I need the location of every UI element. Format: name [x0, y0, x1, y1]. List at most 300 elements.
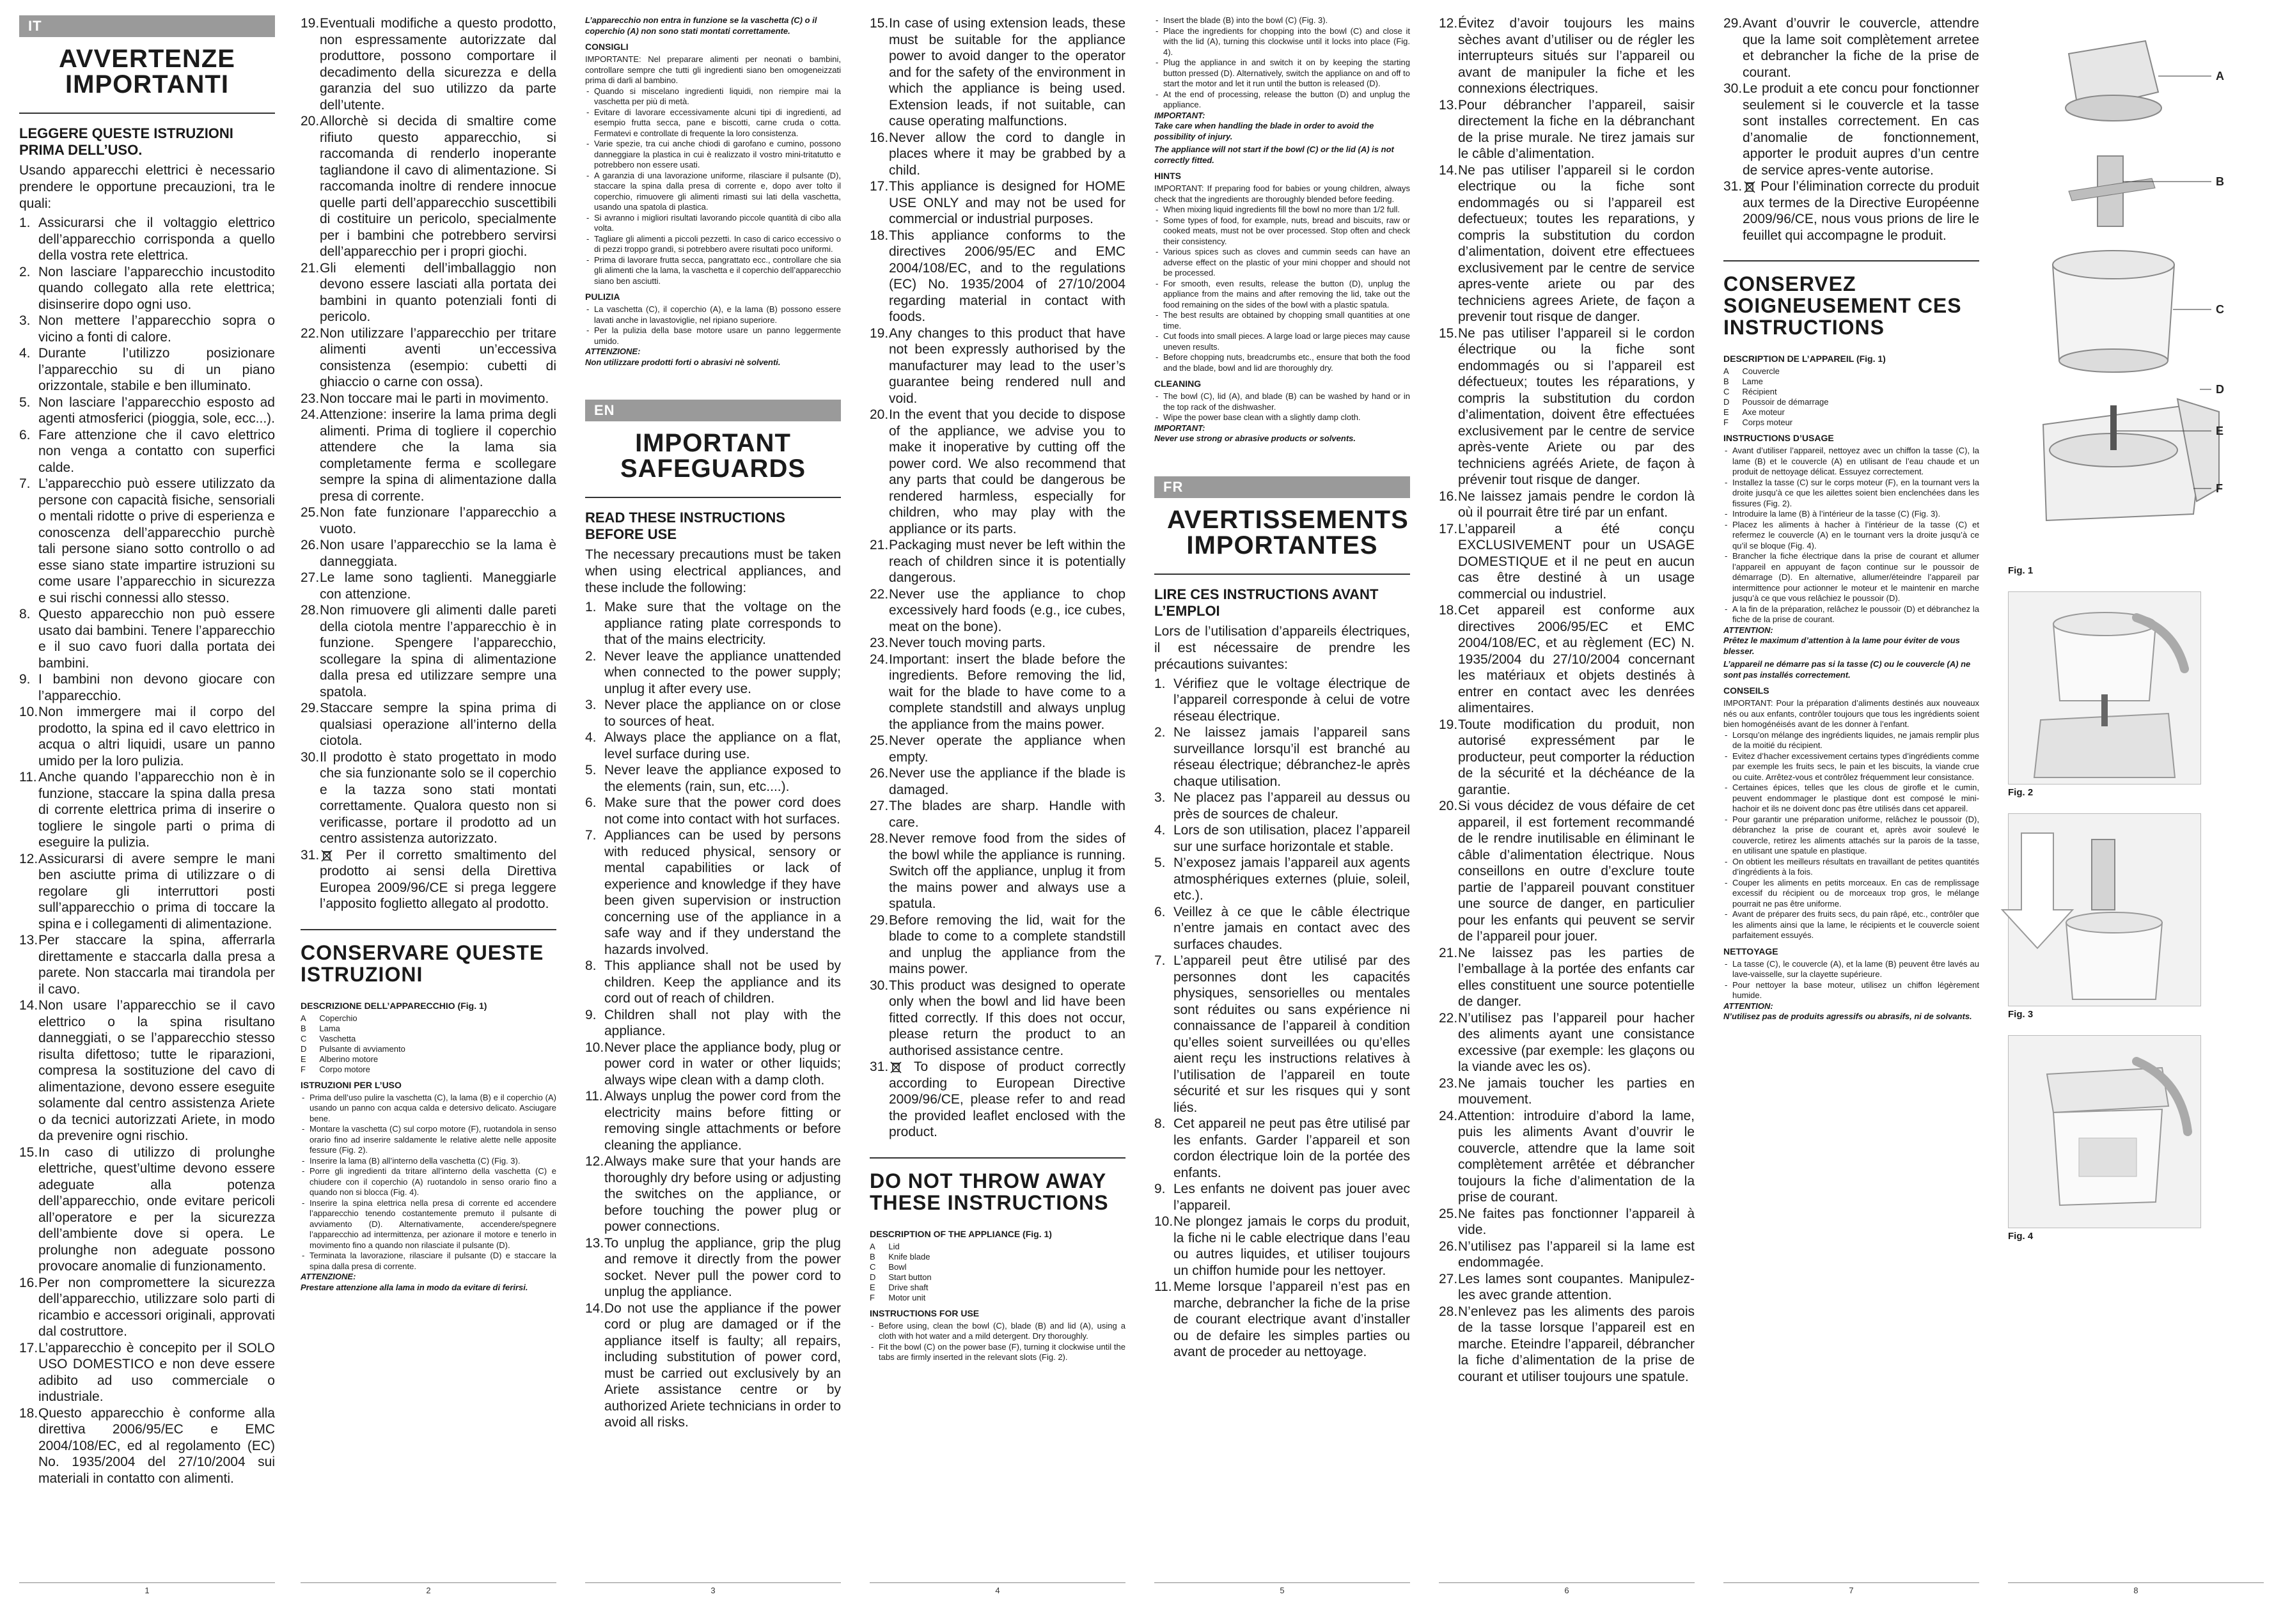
item-text: Non usare l’apparecchio se la lama è danneggiata. — [320, 538, 556, 569]
it-safeguard-item — [19, 932, 275, 997]
column-4 — [870, 15, 1125, 1582]
figure-1-caption: Fig. 1 — [2008, 565, 2034, 576]
item-number: 9. — [19, 672, 31, 687]
fr-use-step: - Introduire la lame (B) à l’intérieur de la tasse (C) (Fig. 3). — [1723, 509, 1979, 520]
part-name: Motor unit — [888, 1292, 926, 1302]
it-use-step: - Inserire la lama (B) all’interno della vaschetta (C) (Fig. 3). — [301, 1156, 556, 1167]
appliance-exploded-illustration — [2008, 15, 2238, 552]
callout-e: E — [2216, 425, 2224, 437]
part-row — [301, 1034, 418, 1044]
close-lid-illustration — [2009, 1036, 2200, 1228]
column-3 — [585, 15, 841, 1582]
item-text: Les enfants ne doivent pas jouer avec l’appareil. — [1173, 1182, 1410, 1213]
item-number: 15. — [870, 16, 889, 31]
en-tips-intro: IMPORTANT: If preparing food for babies or young children, always check that the ingredients are thoroughly blended before feeding. — [1154, 183, 1410, 204]
item-number: 16. — [19, 1275, 38, 1290]
fr-items-b — [1439, 15, 1695, 1385]
en-clean-important-heading: IMPORTANT: — [1154, 423, 1205, 433]
fr-use-list — [1723, 446, 1979, 625]
fr-safeguard-item — [1154, 676, 1410, 725]
item-text: Ne jamais toucher les parties en mouvement. — [1458, 1075, 1695, 1107]
item-text: Attenzione: inserire la lama prima degli alimenti. Prima di togliere il coperchio attendere che la lama sia completamente ferma e scollegare sempre la spina di alimentazione dalla presa di corrente. — [320, 407, 556, 504]
fr-items-a — [1154, 676, 1410, 1361]
part-letter: E — [301, 1054, 306, 1064]
fr-tips-list — [1723, 730, 1979, 941]
weee-bin-icon — [889, 1060, 903, 1074]
fr-use-step: - Placez les aliments à hacher à l’intérieur de la tasse (C) et refermez le couvercle (A) en le tournant vers la droite jusqu’à ce qu’il se bloque (Fig. 4). — [1723, 520, 1979, 552]
item-text: Si vous décidez de vous défaire de cet appareil, il est fortement recommandé de le rendre inutilisable en éliminant le câble d’alimentation électrique. Nous conseillons en outre d’exclure toute partie de l’appareil pouvant constituer une source de danger, en particulier pour les enfants qui peuvent se servir de l’appareil pour jouer. — [1458, 799, 1695, 944]
it-safeguard-item — [301, 700, 556, 749]
fr-clean-attention: N’utilisez pas de produits agressifs ou abrasifs, ni de solvants. — [1723, 1011, 1972, 1021]
item-number: 22. — [870, 586, 889, 602]
part-name: Start button — [888, 1272, 932, 1282]
item-number: 25. — [870, 733, 889, 748]
item-number: 31. — [301, 847, 320, 863]
item-number: 18. — [19, 1405, 38, 1421]
fr-safeguard-item — [1439, 1075, 1695, 1108]
item-number: 22. — [1439, 1010, 1458, 1026]
item-text: This appliance shall not be used by children. Keep the appliance and its cord out of reach of children. — [604, 958, 841, 1006]
it-attention-1: Prestare attenzione alla lama in modo da evitare di ferirsi. — [301, 1282, 528, 1292]
item-text: In the event that you decide to dispose of the appliance, we advise you to make it inoperative by cutting off the power cord. We also recommend that any parts that could be dangerous be rendered harmless, especially for children, who may play with the appliance or its parts. — [889, 407, 1125, 536]
item-text: L’appareil peut être utilisé par des personnes dont les capacités physiques, sensorielles ou mentales sont réduites ou sans expérience ni connaissance de l’appareil à condition qu’elles soient surveillées ou qu’elles aient reçu les instructions relatives à l’utilisation de l’appareil en toute sécurité et sur les risques qui y sont liés. — [1173, 953, 1410, 1115]
part-letter: F — [1723, 418, 1729, 427]
part-name: Vaschetta — [319, 1033, 356, 1043]
item-text: Any changes to this product that have not been expressly authorised by the manufacturer may lead to the user’s guarantee being rendered null and void. — [889, 325, 1125, 406]
item-number: 3. — [19, 313, 31, 328]
fr-safeguard-item — [1439, 488, 1695, 521]
part-letter: C — [870, 1261, 876, 1272]
en-clean-attention: Never use strong or abrasive products or solvents. — [1154, 433, 1356, 443]
part-letter: E — [1723, 407, 1729, 417]
part-row — [301, 1065, 418, 1075]
part-name: Bowl — [888, 1261, 907, 1272]
item-number: 28. — [870, 831, 889, 846]
it-lead: LEGGERE QUESTE ISTRUZIONI PRIMA DELL’USO. — [19, 125, 233, 158]
item-text: Never touch moving parts. — [889, 636, 1046, 650]
it-clean-attention: Non utilizzare prodotti forti o abrasivi nè solventi. — [585, 357, 781, 367]
en-use-step: - Before using, clean the bowl (C), blade (B) and lid (A), using a cloth with hot water and a mild detergent. Dry thoroughly. — [870, 1321, 1125, 1342]
column-6 — [1439, 15, 1695, 1582]
item-number: 26. — [870, 766, 889, 781]
item-text: Per il corretto smaltimento del prodotto ai sensi della Direttiva Europea 2009/96/CE si prega leggere l’apposito foglietto allegato al prodotto. — [320, 847, 556, 911]
part-letter: D — [870, 1272, 876, 1282]
fr-desc-heading: DESCRIPTION DE L’APPAREIL (Fig. 1) — [1723, 354, 1886, 364]
fr-attention-heading: ATTENTION: — [1723, 625, 1773, 635]
item-text: Vérifiez que le voltage électrique de l’appareil corresponde à celui de votre réseau électrique. — [1173, 676, 1410, 724]
item-number: 12. — [1439, 16, 1458, 31]
figure-3-insert-blade — [2008, 813, 2201, 1006]
figure-4-close-lid — [2008, 1035, 2201, 1228]
item-number: 17. — [1439, 521, 1458, 536]
fr-lead: LIRE CES INSTRUCTIONS AVANT L’EMPLOI — [1154, 586, 1379, 619]
item-text: Assicurarsi di avere sempre le mani ben asciutte prima di utilizzare o di regolare gli interruttori posti sull’apparecchio o prima di toccare la spina e i collegamenti di alimentazione. — [38, 851, 275, 932]
fr-safeguard-item — [1154, 1279, 1410, 1361]
it-safeguard-item — [19, 997, 275, 1144]
item-number: 4. — [19, 346, 31, 361]
fr-safeguard-item — [1439, 1108, 1695, 1206]
it-safeguard-item — [301, 391, 556, 407]
fr-safeguard-item — [1723, 178, 1979, 244]
it-attention-heading: ATTENZIONE: — [301, 1272, 356, 1281]
item-text: Fare attenzione che il cavo elettrico non venga a contatto con superfici calde. — [38, 427, 275, 475]
part-row — [870, 1272, 945, 1283]
item-number: 1. — [585, 600, 597, 614]
item-text: Non lasciare l’apparecchio incustodito quando collegato alla rete elettrica; disinserire dopo ogni uso. — [38, 264, 275, 312]
it-tip: - Prima di lavorare frutta secca, pangrattato ecc., controllare che sia gli alimenti che la lama, la vaschetta e il coperchio dell’apparecchio siano ben asciutti. — [585, 255, 841, 287]
item-number: 22. — [301, 325, 320, 341]
item-number: 1. — [1154, 676, 1166, 691]
item-number: 20. — [301, 114, 320, 129]
en-safeguard-item — [585, 697, 841, 730]
item-number: 27. — [301, 570, 320, 585]
column-2 — [301, 15, 556, 1582]
item-text: Gli elementi dell’imballaggio non devono essere lasciati alla portata dei bambini in quanto potenziali fonti di pericolo. — [320, 260, 556, 324]
item-number: 19. — [870, 325, 889, 341]
part-letter: A — [870, 1241, 875, 1251]
fr-safeguard-item — [1439, 15, 1695, 97]
item-text: Ne plongez jamais le corps du produit, la fiche ni le cable electrique dans l’eau ou autres liquides, et utiliser toujours un chiffon humide pour les nettoyer. — [1173, 1214, 1410, 1278]
it-parts-list — [301, 1013, 418, 1075]
item-number: 28. — [1439, 1304, 1458, 1319]
en-clean-heading: CLEANING — [1154, 379, 1202, 389]
fr-safeguard-item — [1439, 1304, 1695, 1386]
fr-safeguard-item — [1439, 717, 1695, 799]
item-text: Veillez à ce que le câble électrique n’entre jamais en contact avec des surfaces chaudes. — [1173, 904, 1410, 952]
it-use-step: - Porre gli ingredienti da tritare all’interno della vaschetta (C) e chiudere con il coperchio (A) ruotandolo in senso orario fino a quando non si blocca (Fig. 4). — [301, 1166, 556, 1198]
item-number: 25. — [301, 505, 320, 520]
item-number: 12. — [585, 1154, 604, 1169]
it-safeguard-item — [19, 1275, 275, 1340]
item-text: Important: insert the blade before the ingredients. Before removing the lid, wait for the blade to have come to a complete standstill and always unplug the appliance from the mains power. — [889, 652, 1125, 732]
item-number: 29. — [870, 912, 889, 928]
en-use-list-b — [1154, 15, 1410, 111]
en-title: IMPORTANT SAFEGUARDS — [620, 429, 806, 483]
item-text: Always unplug the power cord from the electricity mains before fitting or removing single attachments or before cleaning the appliance. — [604, 1089, 841, 1153]
item-text: Pour débrancher l’appareil, saisir directement la fiche en la débranchant de la prise murale. Ne tirez jamais sur le câble d’alimentation. — [1458, 97, 1695, 161]
part-name: Corps moteur — [1742, 418, 1793, 427]
item-text: This appliance is designed for HOME USE ONLY and may not be used for commercial or industrial purposes. — [889, 179, 1125, 226]
fr-tips-intro: IMPORTANT: Pour la préparation d’aliments destinés aux nouveaux nés ou aux enfants, contrôler toujours que tous les ingrédients soient bien homogénéisés avant de les donner à l’enfant. — [1723, 698, 1979, 729]
item-text: Never use the appliance to chop excessively hard foods (e.g., ice cubes, meat on the bone). — [889, 586, 1125, 634]
fit-bowl-illustration — [2009, 592, 2200, 784]
item-number: 21. — [870, 538, 889, 552]
it-safeguard-item — [301, 504, 556, 537]
item-text: Make sure that the power cord does not come into contact with hot surfaces. — [604, 795, 841, 827]
item-number: 6. — [1154, 904, 1166, 919]
part-row — [1723, 407, 1842, 418]
weee-bin-icon — [320, 848, 334, 863]
part-letter: C — [1723, 387, 1730, 396]
part-letter: F — [870, 1292, 875, 1302]
item-number: 15. — [1439, 325, 1458, 341]
page-number: 6 — [1439, 1582, 1695, 1600]
en-safeguard-item — [585, 730, 841, 762]
en-items-b — [870, 15, 1125, 1141]
item-text: Questo apparecchio non può essere usato dai bambini. Tenere l’apparecchio e il suo cavo fuori dalla portata dei bambini. — [38, 607, 275, 671]
it-desc-heading: DESCRIZIONE DELL’APPARECCHIO (Fig. 1) — [301, 1000, 487, 1011]
it-safeguard-item — [301, 260, 556, 325]
it-tip: - Evitare di lavorare eccessivamente alcuni tipi di ingredienti, ad esempio frutta secca, pane e biscotti, carne cruda o cotta. Fermatevi e controllate di frequente la loro consistenza. — [585, 107, 841, 139]
divider — [1723, 260, 1979, 262]
it-items-b — [301, 15, 556, 912]
item-text: Never allow the cord to dangle in places where it may be grabbed by a child. — [889, 130, 1125, 178]
it-safeguard-item — [301, 15, 556, 113]
part-row — [870, 1293, 945, 1303]
en-tip: - When mixing liquid ingredients fill the bowl no more than 1/2 full. — [1154, 205, 1410, 215]
page-number: 4 — [870, 1582, 1125, 1600]
en-items-a — [585, 599, 841, 1431]
item-text: This appliance conforms to the directives 2006/95/EC and EMC 2004/108/EC, and to the regulations (EC) No. 1935/2004 of 27/10/2004 regarding material in contact with foods. — [889, 228, 1125, 324]
callout-b: B — [2216, 175, 2224, 188]
page-number: 3 — [585, 1582, 841, 1600]
fr-tip: - Lorsqu’on mélange des ingrédients liquides, ne jamais remplir plus de la moitié du récipient. — [1723, 730, 1979, 751]
item-number: 17. — [19, 1340, 38, 1355]
item-number: 23. — [1439, 1075, 1458, 1091]
figure-1-appliance-exploded — [2008, 15, 2224, 552]
item-text: Meme lorsque l’appareil n’est pas en marche, debrancher la fiche de la prise de courant electrique avant d’installer ou de defaire les simples parties ou avant de proceder au nettoyage. — [1173, 1279, 1410, 1359]
item-text: Never use the appliance if the blade is damaged. — [889, 766, 1125, 797]
fr-safeguard-item — [1154, 822, 1410, 855]
it-safeguard-item — [19, 313, 275, 345]
fr-tip: - Evitez d’hacher excessivement certains types d’ingrédients comme par exemple les fruits secs, le pain et les biscuits, la viande crue ou cuite. Arrêtez-vous et contrôlez fréquemment leur consistance. — [1723, 751, 1979, 783]
fr-safeguard-item — [1154, 953, 1410, 1116]
item-number: 8. — [585, 958, 597, 973]
part-letter: A — [301, 1013, 306, 1023]
part-row — [870, 1242, 945, 1252]
item-number: 13. — [19, 933, 38, 948]
en-clean-list — [1154, 391, 1410, 423]
item-text: Attention: introduire d’abord la lame, puis les aliments Avant d’ouvrir le couvercle, attendre que la lame soit complètement arrêtée et débrancher toujours la fiche d’alimentation de la prise de courant. — [1458, 1108, 1695, 1205]
page-number: 8 — [2008, 1582, 2264, 1600]
it-safeguard-item — [19, 394, 275, 427]
item-text: Non immergere mai il corpo del prodotto, la spina ed il cavo elettrico in acqua o altri liquidi, usare un panno umido per la loro pulizia. — [38, 705, 275, 769]
item-number: 8. — [1154, 1116, 1166, 1131]
callout-f: F — [2216, 482, 2223, 495]
item-text: The blades are sharp. Handle with care. — [889, 799, 1125, 830]
page-number: 7 — [1723, 1582, 1979, 1600]
part-letter: B — [301, 1023, 306, 1033]
en-tip: - The best results are obtained by chopping small quantities at one time. — [1154, 310, 1410, 331]
fr-use-step: - Installez la tasse (C) sur le corps moteur (F), en la tournant vers la droite jusqu’à ce que les ailettes soient bien enclenchées dans les fissures (Fig. 2). — [1723, 478, 1979, 510]
item-number: 16. — [870, 130, 889, 145]
en-safeguard-item — [585, 1040, 841, 1089]
it-use-step: - Inserire la spina elettrica nella presa di corrente ed accendere l’apparecchio tenendo costantemente premuto il pulsante di avviamento (D). Alternativamente, accendere/spegnere l’apparecchio ad intermittenza, per azionare il motore e tenerlo in movimento fino a quando non rilasciate il pulsante (D). — [301, 1198, 556, 1251]
item-text: L’apparecchio è concepito per il SOLO USO DOMESTICO e non deve essere adibito ad uso commerciale o industriale. — [38, 1340, 275, 1404]
part-name: Axe moteur — [1742, 407, 1785, 417]
divider — [301, 929, 556, 930]
en-intro: The necessary precautions must be taken when using electrical appliances, and these include the following: — [585, 547, 841, 595]
part-row — [1723, 387, 1842, 397]
part-letter: F — [301, 1064, 306, 1074]
it-tip: - Si avranno i migliori risultati lavorando piccole quantità di cibo alla volta. — [585, 213, 841, 234]
fr-parts-list — [1723, 366, 1842, 428]
item-text: Évitez d’avoir toujours les mains sèches avant d’utiliser ou de régler les interrupteurs situés sur l’appareil ou avant de manipuler la fiche et les connexions électriques. — [1458, 16, 1695, 96]
item-number: 1. — [19, 215, 31, 230]
en-safeguard-item — [870, 407, 1125, 537]
part-row — [1723, 377, 1842, 387]
fr-clean-list — [1723, 959, 1979, 1001]
column-1 — [19, 15, 275, 1582]
item-number: 12. — [19, 851, 38, 866]
en-safeguard-item — [585, 648, 841, 698]
en-safeguard-item — [585, 1153, 841, 1235]
en-use-step: - Insert the blade (B) into the bowl (C) (Fig. 3). — [1154, 15, 1410, 26]
part-row — [301, 1054, 418, 1065]
it-intro: Usando apparecchi elettrici è necessario prendere le opportune precauzioni, tra le quali: — [19, 163, 275, 211]
en-safeguard-item — [870, 228, 1125, 325]
item-text: To dispose of product correctly according to European Directive 2009/96/CE, please refer to and read the provided leaflet enclosed with the product. — [889, 1059, 1125, 1139]
item-number: 19. — [1439, 717, 1458, 732]
part-letter: A — [1723, 366, 1729, 376]
item-text: Staccare sempre la spina prima di qualsiasi operazione all’interno della ciotola. — [320, 701, 556, 748]
item-text: Non lasciare l’apparecchio esposto ad agenti atmosferici (pioggia, sole, ecc...). — [38, 394, 276, 426]
en-safeguard-item — [585, 1007, 841, 1040]
item-number: 30. — [301, 749, 320, 765]
en-use-step: - Plug the appliance in and switch it on by keeping the starting button pressed (D). Alternatively, switch the appliance on and off to start the motor and let it run until the button is released (D). — [1154, 58, 1410, 90]
item-text: Pour l’élimination correcte du produit aux termes de la Directive Européenne 2009/96/CE, nous vous prions de lire le feuillet qui accompagne le produit. — [1743, 179, 1979, 243]
item-number: 5. — [585, 763, 597, 777]
en-safeguard-item — [870, 652, 1125, 733]
it-title: AVVERTENZE IMPORTANTI — [59, 45, 235, 98]
item-number: 7. — [585, 828, 597, 843]
en-tip: - For smooth, even results, release the button (D), unplug the appliance from the mains and after removing the lid, take out the food remaining on the sides of the bowl with a plastic spatula. — [1154, 279, 1410, 311]
fr-safeguard-item — [1154, 855, 1410, 904]
part-row — [870, 1252, 945, 1262]
item-text: Never place the appliance on or close to sources of heat. — [604, 698, 841, 729]
page-number: 5 — [1154, 1582, 1410, 1600]
part-name: Récipient — [1742, 387, 1777, 396]
item-text: Non toccare mai le parti in movimento. — [320, 391, 549, 406]
item-number: 23. — [301, 391, 320, 406]
en-important-2: The appliance will not start if the bowl (C) or the lid (A) is not correctly fitted. — [1154, 144, 1394, 165]
column-5 — [1154, 15, 1410, 1582]
item-number: 11. — [1154, 1279, 1172, 1294]
en-safeguard-item — [870, 325, 1125, 407]
item-text: Never operate the appliance when empty. — [889, 733, 1125, 765]
part-letter: E — [870, 1282, 875, 1292]
item-text: Les lames sont coupantes. Manipulez-les avec grande attention. — [1458, 1271, 1695, 1302]
en-safeguard-item — [585, 958, 841, 1007]
item-number: 2. — [585, 648, 597, 664]
part-row — [870, 1283, 945, 1293]
item-number: 13. — [1439, 97, 1458, 113]
item-text: Non fate funzionare l’apparecchio a vuoto. — [320, 505, 556, 536]
fr-safeguard-item — [1154, 1214, 1410, 1279]
item-number: 27. — [870, 799, 889, 813]
en-safeguard-item — [585, 1300, 841, 1431]
item-number: 20. — [870, 407, 889, 422]
fr-clean-attention-heading: ATTENTION: — [1723, 1001, 1773, 1011]
item-number: 14. — [1439, 162, 1458, 178]
item-number: 9. — [1154, 1182, 1166, 1196]
item-number: 29. — [1723, 16, 1743, 31]
fr-safeguard-item — [1439, 945, 1695, 1010]
it-tip: - Tagliare gli alimenti a piccoli pezzetti. In caso di carico eccessivo o di pezzi troppo grandi, si potrebbero avere risultati poco uniformi. — [585, 234, 841, 255]
item-text: Cet appareil ne peut pas être utilisé par les enfants. Garder l’appareil et son cordon électrique loin de la portée des enfants. — [1173, 1116, 1410, 1180]
it-safeguard-item — [301, 407, 556, 504]
item-text: N’exposez jamais l’appareil aux agents atmosphériques externes (pluie, soleil, etc.). — [1173, 855, 1410, 903]
en-safeguard-item — [870, 586, 1125, 636]
en-safeguard-item — [870, 733, 1125, 765]
fr-clean-step: - La tasse (C), le couvercle (A), et la lame (B) peuvent être lavés au lave-vaisselle, sur la clayette supérieure. — [1723, 959, 1979, 980]
item-text: Avant d’ouvrir le couvercle, attendre que la lame soit complètement arretee et debrancher la fiche de la prise de courant. — [1743, 16, 1979, 80]
figures-column — [2008, 15, 2251, 1582]
item-number: 11. — [19, 770, 37, 785]
item-text: Ne placez pas l’appareil au dessus ou près de sources de chaleur. — [1173, 790, 1410, 822]
part-letter: B — [870, 1251, 875, 1261]
it-use-step: - Montare la vaschetta (C) sul corpo motore (F), ruotandola in senso orario fino ad inserire saldamente le relative alette nelle apposite fessure (Fig. 2). — [301, 1124, 556, 1156]
item-number: 9. — [585, 1007, 597, 1022]
item-text: Non mettere l’apparecchio sopra o vicino a fonti di calore. — [38, 313, 275, 345]
item-number: 14. — [19, 998, 38, 1013]
en-safeguard-item — [585, 599, 841, 648]
part-letter: D — [1723, 397, 1730, 407]
fr-attention-1: Prêtez le maximum d’attention à la lame pour éviter de vous blesser. — [1723, 636, 1960, 656]
item-text: Ne laissez jamais l’appareil sans surveillance lorsqu’il est branché au réseau électrique; débranchez-le après chaque utilisation. — [1173, 725, 1410, 789]
item-text: Toute modification du produit, non autorisé expressément par le producteur, peut comporter la réduction de la sécurité et la déchéance de la garantie. — [1458, 717, 1695, 797]
divider — [585, 497, 841, 498]
part-name: Drive shaft — [888, 1282, 929, 1292]
part-row — [301, 1013, 418, 1024]
item-number: 30. — [1723, 81, 1743, 96]
fr-tip: - Pour garantir une préparation uniforme, relâchez le poussoir (D), débranchez la prise de courant et, après avoir soulevé le couvercle, retirez les aliments attachés sur la parois de la tasse, en utilisant une spatule en plastique. — [1723, 815, 1979, 857]
fr-safeguard-item — [1439, 521, 1695, 603]
item-number: 2. — [19, 264, 31, 279]
item-text: Before removing the lid, wait for the blade to come to a complete standstill and unplug the appliance from the mains power. — [889, 912, 1125, 976]
fr-tip: - On obtient les meilleurs résultats en travaillant de petites quantités d’ingrédients à la fois. — [1723, 857, 1979, 878]
item-number: 26. — [1439, 1238, 1458, 1254]
en-important-1: Take care when handling the blade in order to avoid the possibility of injury. — [1154, 121, 1374, 141]
item-text: Never leave the appliance unattended when connected to the power supply; unplug it after every use. — [604, 648, 841, 696]
en-important-heading: IMPORTANT: — [1154, 110, 1205, 120]
it-tip: - Quando si miscelano ingredienti liquidi, non riempire mai la vaschetta per più di metà. — [585, 86, 841, 107]
en-parts-list — [870, 1242, 945, 1303]
divider — [1154, 574, 1410, 575]
it-tip: - Varie spezie, tra cui anche chiodi di garofano e cumino, possono danneggiare la plastica in cui è realizzato il vostro mini-tritatutto e potrebbero non essere usati. — [585, 139, 841, 171]
item-text: I bambini non devono giocare con l’apparecchio. — [38, 672, 275, 703]
fr-intro: Lors de l’utilisation d’appareils électriques, il est nécessaire de prendre les précautions suivantes: — [1154, 623, 1410, 672]
callout-d: D — [2216, 383, 2224, 396]
page-number: 1 — [19, 1582, 275, 1600]
item-text: Per staccare la spina, afferrarla direttamente e staccarla dalla presa a parete. Non staccarla mai tirandola per il cavo. — [38, 933, 275, 997]
item-number: 11. — [585, 1089, 603, 1104]
item-number: 21. — [1439, 945, 1458, 960]
it-use-list — [301, 1093, 556, 1272]
en-tip: - Cut foods into small pieces. A large load or large pieces may cause uneven results. — [1154, 331, 1410, 352]
fr-safeguard-item — [1439, 798, 1695, 945]
fr-tip: - Avant de préparer des fruits secs, du pain râpé, etc., contrôler que les aliments ainsi que la lame, le récipients et le couvercle soient parfaitement essuyés. — [1723, 909, 1979, 941]
en-desc-heading: DESCRIPTION OF THE APPLIANCE (Fig. 1) — [870, 1228, 1052, 1239]
insert-blade-illustration — [2009, 814, 2200, 1006]
part-row — [870, 1262, 945, 1272]
fr-safeguard-item — [1439, 1271, 1695, 1304]
item-number: 25. — [1439, 1206, 1458, 1221]
fr-use-heading: INSTRUCTIONS D’USAGE — [1723, 433, 1834, 443]
it-safeguard-item — [301, 113, 556, 260]
item-text: Appliances can be used by persons with reduced physical, sensory or mental capabilities or lack of experience and knowledge if they have been given supervision or instruction concerning use of the appliance in a safe way and if they understand the hazards involved. — [604, 828, 841, 957]
column-7 — [1723, 15, 1979, 1582]
item-text: Non usare l’apparecchio se il cavo elettrico o la spina risultano danneggiati, o se l’apparecchio stesso risulta difettoso; tutte le riparazioni, compresa la sostituzione del cavo di alimentazione, devono essere eseguite solamente dal centro assistenza Ariete o da tecnici autorizzati Ariete, in modo da prevenire ogni rischio. — [38, 998, 275, 1143]
it-clean-heading: PULIZIA — [585, 292, 620, 302]
item-text: L’apparecchio può essere utilizzato da persone con capacità fisiche, sensoriali o mentali ridotte o prive di esperienza e conoscenza dell’apparecchio purchè tali persone siano sotto controllo o ad esse siano state impartire istruzioni su come usare l’apparecchio in sicurezza e sui rischi connessi allo stesso. — [38, 476, 275, 605]
en-clean-step: - The bowl (C), lid (A), and blade (B) can be washed by hand or in the top rack of the dishwasher. — [1154, 391, 1410, 412]
item-text: Ne faites pas fonctionner l’appareil à vide. — [1458, 1206, 1695, 1237]
en-safeguard-item — [585, 827, 841, 958]
it-safeguard-item — [19, 671, 275, 704]
item-text: Packaging must never be left within the reach of children since it is potentially dangerous. — [889, 538, 1125, 585]
it-safeguard-item — [19, 476, 275, 606]
